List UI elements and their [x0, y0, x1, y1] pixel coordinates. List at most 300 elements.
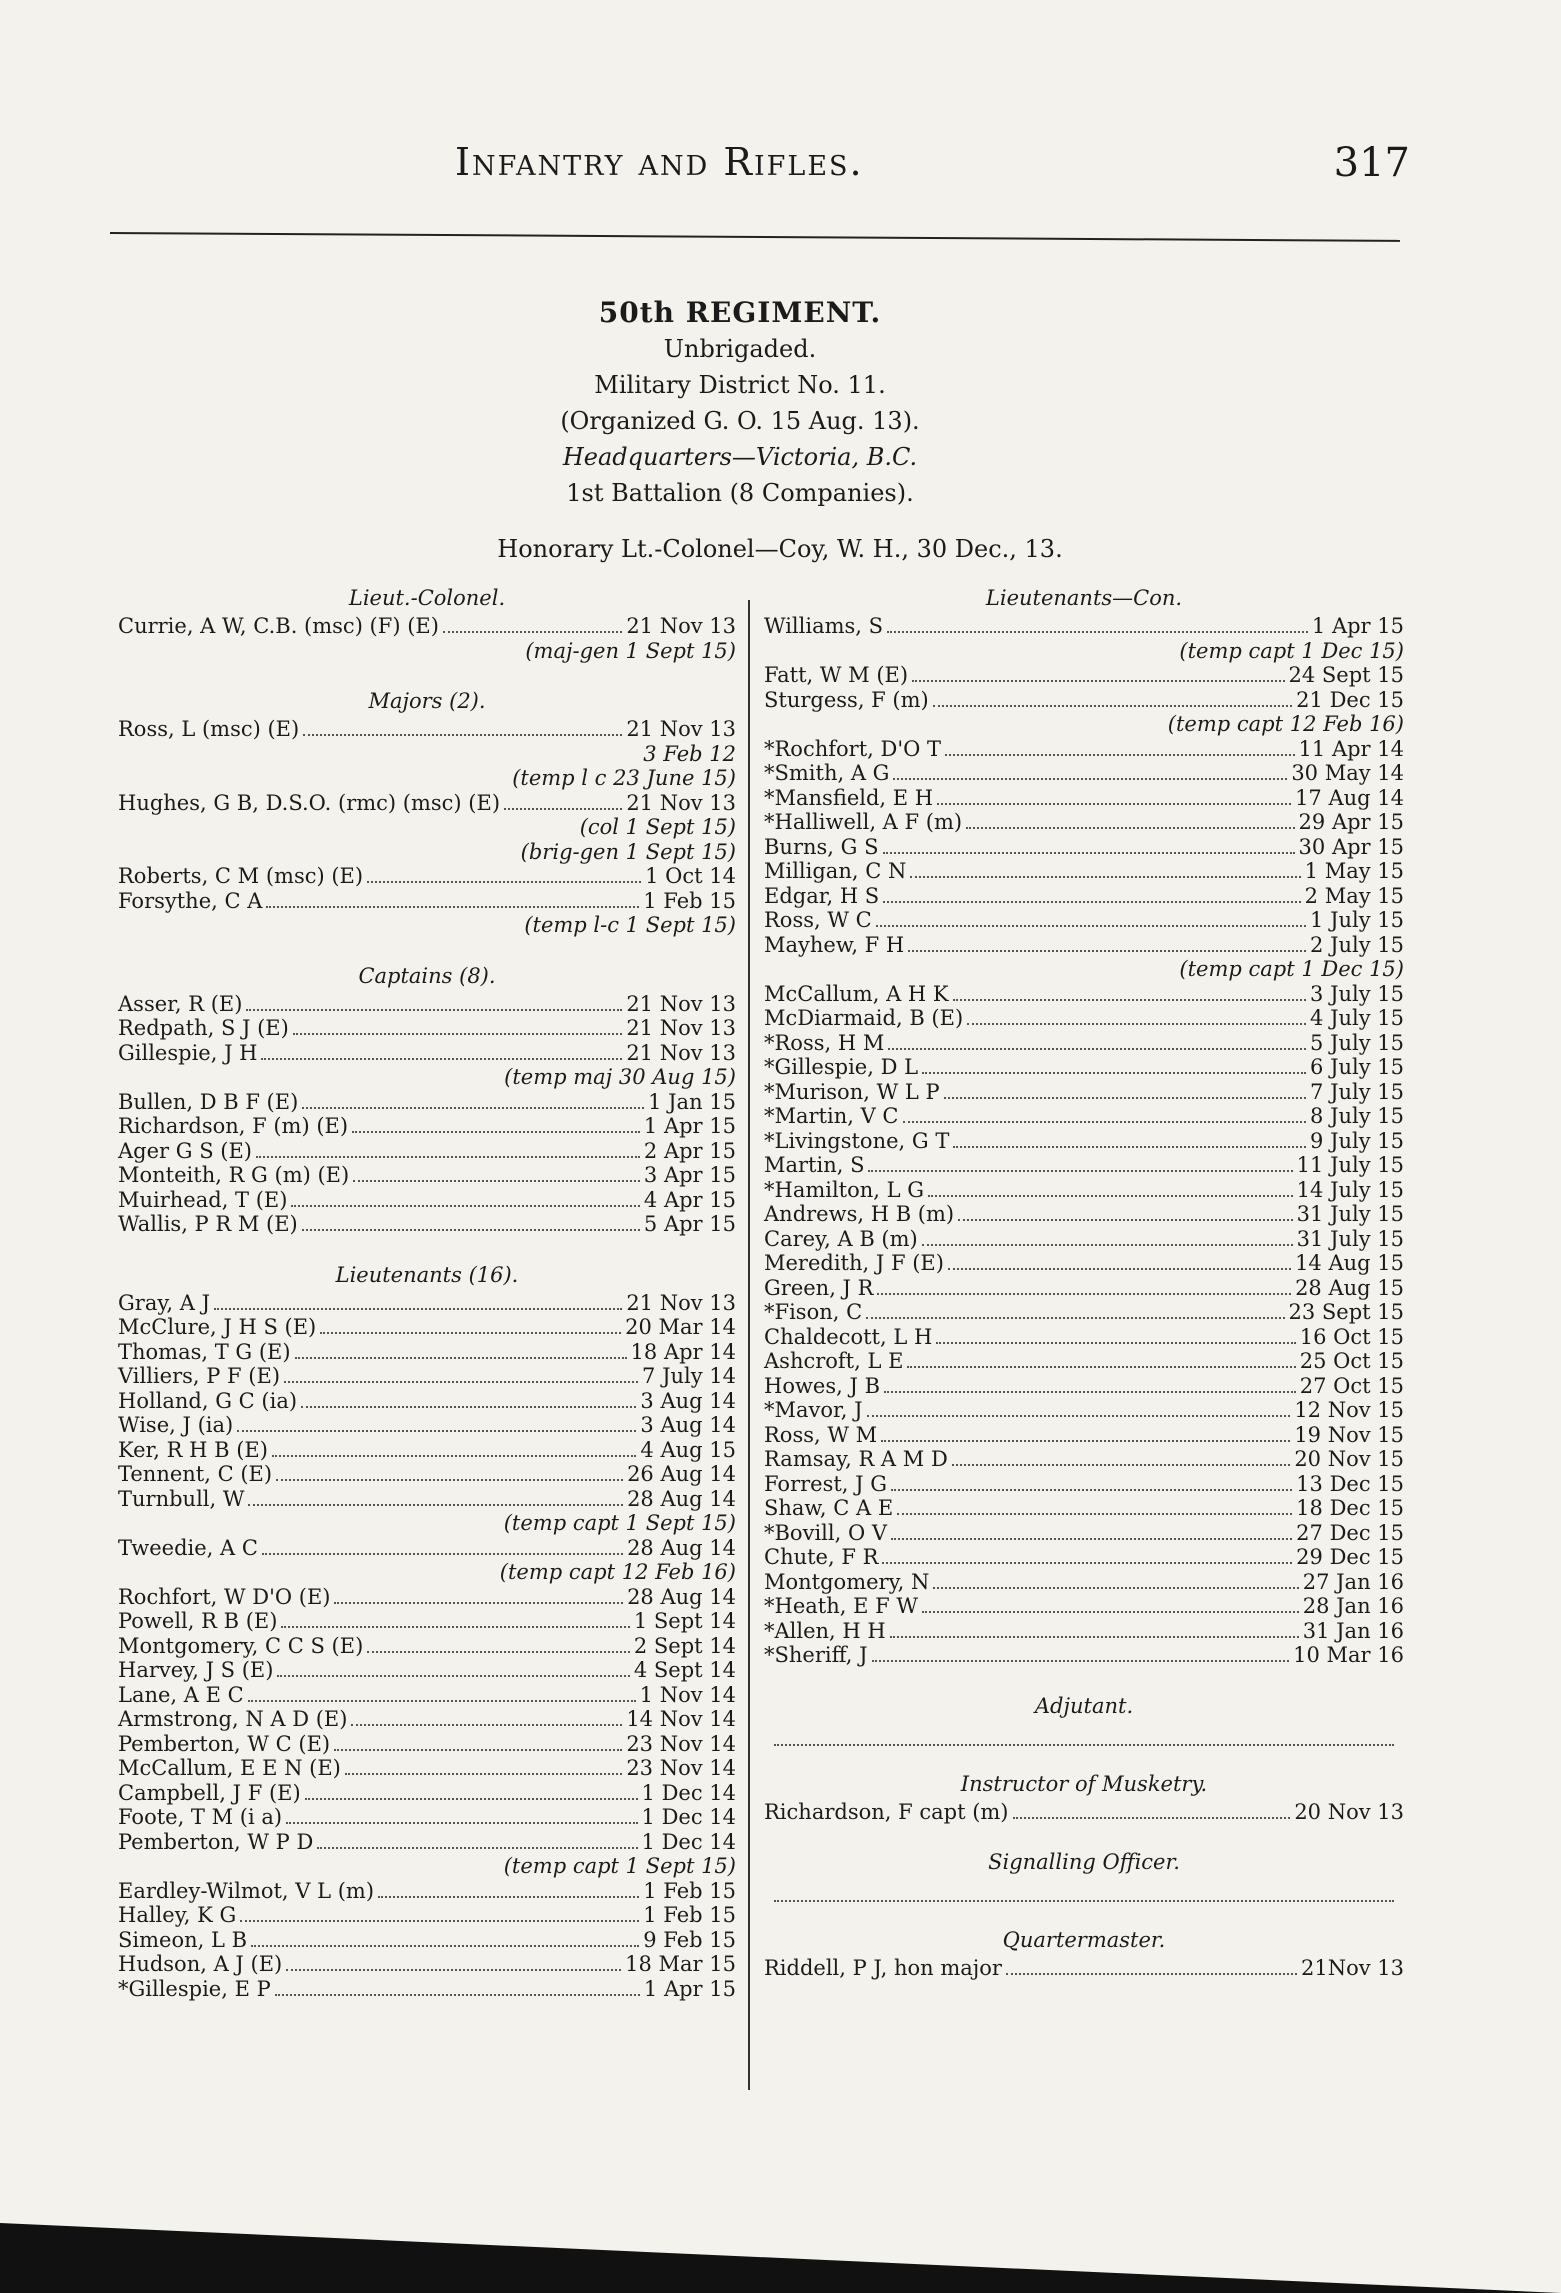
dot-leader: [953, 1132, 1306, 1148]
dot-leader: [353, 1166, 640, 1182]
commission-date: 28 Jan 16: [1302, 1594, 1404, 1618]
dot-leader: [883, 838, 1295, 854]
officer-name: Armstrong, N A D (E): [118, 1707, 348, 1731]
officer-entry: [118, 1683, 736, 1708]
dot-leader: [443, 617, 622, 633]
commission-date: 1 Oct 14: [645, 864, 736, 888]
commission-date: 5 Apr 15: [643, 1212, 736, 1236]
officer-name: *Murison, W L P: [764, 1079, 940, 1104]
entry-note: 3 Feb 12: [643, 741, 736, 766]
commission-date: 29 Dec 15: [1296, 1545, 1404, 1569]
officer-entry: [764, 1472, 1404, 1497]
dot-leader: [277, 1661, 629, 1677]
officer-name: Ager G S (E): [118, 1138, 252, 1163]
officer-name: Ross, W M: [764, 1422, 878, 1447]
commission-date: 3 Aug 14: [640, 1388, 736, 1413]
officer-entry: [764, 982, 1404, 1007]
regiment-title: 50th REGIMENT.: [598, 296, 882, 329]
spacer: [764, 1668, 1404, 1690]
officer-entry: [118, 1139, 736, 1164]
officer-name: Hudson, A J (E): [118, 1952, 283, 1976]
officer-name: McCallum, E E N (E): [118, 1756, 341, 1780]
officer-entry: [118, 1487, 736, 1512]
dot-leader: [967, 1009, 1306, 1025]
dot-leader: [887, 617, 1308, 633]
officer-name: *Heath, E F W: [764, 1594, 918, 1618]
commission-date: 26 Aug 14: [627, 1462, 736, 1486]
officer-name: Gray, A J: [118, 1290, 211, 1315]
officer-entry: [764, 1055, 1404, 1080]
officer-entry: [764, 933, 1404, 958]
officer-name: Wallis, P R M (E): [118, 1212, 298, 1236]
commission-date: 2 Apr 15: [643, 1138, 736, 1163]
entry-note: (temp capt 12 Feb 16): [1167, 712, 1404, 736]
officer-entry: [118, 864, 736, 889]
officer-entry: [764, 1398, 1404, 1423]
officer-name: Hughes, G B, D.S.O. (rmc) (msc) (E): [118, 790, 501, 815]
officer-entry: [764, 1325, 1404, 1350]
dot-leader: [933, 691, 1292, 707]
officer-entry: [764, 810, 1404, 835]
officer-entry: [764, 786, 1404, 811]
dot-leader: [237, 1416, 636, 1432]
officer-name: Ashcroft, L E: [764, 1349, 904, 1373]
officer-name: Chute, F R: [764, 1545, 879, 1569]
officer-entry: [118, 1163, 736, 1188]
dot-leader: [301, 1392, 636, 1408]
officer-name: Holland, G C (ia): [118, 1388, 298, 1413]
officer-entry: [118, 717, 736, 742]
regiment-heading: [420, 295, 1060, 511]
officer-name: Asser, R (E): [118, 991, 243, 1016]
officer-name: Campbell, J F (E): [118, 1780, 301, 1805]
dot-leader: [884, 1377, 1296, 1393]
dot-leader: [214, 1294, 622, 1310]
dot-leader: [891, 1475, 1292, 1491]
officer-entry: [118, 1756, 736, 1781]
entry-note: (col 1 Sept 15): [579, 815, 736, 839]
dot-leader: [966, 813, 1294, 829]
regiment-line-organized: (Organized G. O. 15 Aug. 13).: [560, 407, 920, 435]
officer-name: Villiers, P F (E): [118, 1364, 281, 1388]
commission-date: 1 Apr 15: [643, 1976, 736, 2001]
officer-name: *Sheriff, J: [764, 1643, 868, 1667]
entry-note: (temp l c 23 June 15): [512, 766, 736, 790]
commission-date: 30 May 14: [1291, 761, 1404, 785]
officer-entry: [764, 1153, 1404, 1178]
officer-entry: [118, 1830, 736, 1855]
right-column: [764, 582, 1404, 1981]
officer-entry: [118, 1364, 736, 1389]
officer-name: Fatt, W M (E): [764, 663, 909, 687]
officer-name: Rochfort, W D'O (E): [118, 1584, 331, 1609]
officer-name: *Smith, A G: [764, 761, 890, 785]
dot-leader: [922, 1597, 1299, 1613]
dot-leader: [303, 720, 622, 736]
dot-leader: [897, 1499, 1292, 1515]
officer-entry: [764, 1031, 1404, 1056]
officer-name: *Gillespie, D L: [764, 1055, 919, 1079]
officer-name: Halley, K G: [118, 1903, 237, 1927]
entry-note: (temp capt 1 Sept 15): [503, 1854, 736, 1878]
section-heading: Captains (8).: [358, 963, 496, 988]
officer-name: Carey, A B (m): [764, 1226, 918, 1251]
dot-leader: [378, 1882, 639, 1898]
entry-note: (brig-gen 1 Sept 15): [520, 839, 736, 864]
officer-entry: [118, 1291, 736, 1316]
dot-leader: [944, 1083, 1306, 1099]
officer-entry: [764, 1800, 1404, 1825]
officer-name: Williams, S: [764, 614, 884, 638]
commission-date: 1 Feb 15: [643, 888, 736, 913]
dot-leader: [276, 1465, 623, 1481]
spacer: [118, 1237, 736, 1259]
officer-name: Martin, S: [764, 1153, 865, 1177]
commission-date: 18 Mar 15: [625, 1952, 736, 1976]
officer-entry: [118, 1585, 736, 1610]
commission-date: 31 July 15: [1296, 1202, 1404, 1226]
officer-name: Turnbull, W: [118, 1486, 245, 1511]
officer-entry: [118, 1188, 736, 1213]
officer-entry: [764, 663, 1404, 688]
dot-leader: [286, 1808, 637, 1824]
commission-date: 4 July 15: [1310, 1006, 1404, 1030]
officer-entry: [118, 1315, 736, 1340]
dot-leader: [945, 740, 1295, 756]
officer-entry: [118, 1732, 736, 1757]
officer-name: McClure, J H S (E): [118, 1315, 317, 1339]
officer-name: Edgar, H S: [764, 883, 880, 908]
dot-leader: [890, 1622, 1299, 1638]
commission-date: 14 Aug 15: [1295, 1251, 1404, 1275]
dot-leader: [302, 1093, 644, 1109]
spacer: [118, 938, 736, 960]
dot-leader: [352, 1117, 640, 1133]
dot-leader: [275, 1980, 640, 1996]
officer-entry: [118, 1114, 736, 1139]
officer-entry: [764, 1447, 1404, 1472]
commission-date: 18 Dec 15: [1296, 1496, 1404, 1520]
page-number: 317: [1333, 140, 1410, 186]
commission-date: 19 Nov 15: [1294, 1422, 1404, 1447]
officer-name: McDiarmaid, B (E): [764, 1006, 964, 1030]
officer-entry: [118, 1781, 736, 1806]
dot-leader: [882, 1548, 1292, 1564]
commission-date: 4 Sept 14: [633, 1658, 736, 1682]
commission-date: 10 Mar 16: [1293, 1643, 1404, 1667]
dot-leader: [286, 1955, 621, 1971]
section-heading: Instructor of Musketry.: [960, 1771, 1208, 1796]
commission-date: 13 Dec 15: [1296, 1471, 1404, 1496]
officer-entry: [764, 1643, 1404, 1668]
scan-shadow: [0, 2223, 1561, 2293]
officer-entry: [118, 992, 736, 1017]
dot-leader: [334, 1588, 623, 1604]
entry-note: (temp capt 1 Sept 15): [503, 1511, 736, 1535]
officer-name: Wise, J (ia): [118, 1413, 234, 1437]
officer-name: *Martin, V C: [764, 1104, 899, 1128]
commission-date: 20 Nov 13: [1294, 1799, 1404, 1824]
officer-name: Redpath, S J (E): [118, 1016, 289, 1040]
officer-entry: [118, 1438, 736, 1463]
commission-date: 3 Aug 14: [640, 1413, 736, 1437]
officer-entry: [118, 1707, 736, 1732]
officer-name: *Bovill, O V: [764, 1520, 887, 1545]
officer-entry: [764, 1300, 1404, 1325]
officer-entry: [118, 614, 736, 639]
officer-name: Riddell, P J, hon major: [764, 1956, 1002, 1980]
column-divider: [748, 600, 750, 2090]
commission-date: 21 Dec 15: [1296, 687, 1404, 712]
commission-date: 11 Apr 14: [1298, 736, 1404, 761]
dot-leader: [928, 1181, 1293, 1197]
commission-date: 7 July 14: [642, 1364, 736, 1388]
commission-date: 16 Oct 15: [1299, 1324, 1404, 1349]
dot-leader: [910, 862, 1300, 878]
officer-name: *Livingstone, G T: [764, 1128, 950, 1153]
dot-leader: [261, 1044, 622, 1060]
officer-name: Tweedie, A C: [118, 1535, 258, 1560]
officer-name: *Ross, H M: [764, 1030, 885, 1055]
officer-entry: [118, 1805, 736, 1830]
dot-leader: [240, 1906, 639, 1922]
commission-date: 1 May 15: [1304, 859, 1404, 883]
commission-date: 1 Feb 15: [643, 1903, 736, 1927]
officer-entry: [118, 1090, 736, 1115]
commission-date: 23 Nov 14: [626, 1756, 736, 1780]
dot-leader: [345, 1759, 622, 1775]
commission-date: 12 Nov 15: [1294, 1398, 1404, 1422]
officer-entry: [118, 1340, 736, 1365]
commission-date: 11 July 15: [1296, 1153, 1404, 1177]
commission-date: 18 Apr 14: [630, 1339, 736, 1364]
dot-leader: [320, 1318, 621, 1334]
officer-entry: [764, 1349, 1404, 1374]
officer-entry: [764, 1545, 1404, 1570]
officer-entry: [764, 737, 1404, 762]
officer-entry: [118, 1389, 736, 1414]
commission-date: 21 Nov 13: [626, 1040, 736, 1065]
commission-date: 1 Apr 15: [643, 1114, 736, 1138]
honorary-colonel: Honorary Lt.-Colonel—Coy, W. H., 30 Dec., 13.: [497, 535, 1063, 563]
officer-name: Shaw, C A E: [764, 1496, 894, 1520]
officer-name: *Gillespie, E P: [118, 1976, 271, 2001]
dot-leader: [504, 794, 622, 810]
commission-date: 14 July 15: [1296, 1177, 1404, 1202]
officer-name: Thomas, T G (E): [118, 1339, 291, 1364]
officer-name: Roberts, C M (msc) (E): [118, 864, 364, 888]
officer-name: Tennent, C (E): [118, 1462, 273, 1486]
commission-date: 2 May 15: [1304, 883, 1404, 908]
officer-name: Powell, R B (E): [118, 1609, 278, 1633]
commission-date: 21 Nov 13: [626, 717, 736, 741]
dot-leader: [272, 1441, 636, 1457]
officer-name: Chaldecott, L H: [764, 1324, 933, 1349]
commission-date: 3 July 15: [1310, 981, 1404, 1006]
dot-leader: [877, 1279, 1291, 1295]
officer-entry: [764, 1104, 1404, 1129]
officer-entry: [118, 1536, 736, 1561]
dot-leader: [246, 995, 622, 1011]
commission-date: 17 Aug 14: [1295, 785, 1404, 810]
commission-date: 29 Apr 15: [1298, 810, 1404, 834]
officer-entry: [764, 1080, 1404, 1105]
officer-name: Sturgess, F (m): [764, 687, 929, 712]
officer-name: Howes, J B: [764, 1373, 881, 1398]
officer-entry: [764, 1423, 1404, 1448]
officer-name: *Mavor, J: [764, 1398, 863, 1422]
dot-leader: [876, 911, 1306, 927]
officer-name: Andrews, H B (m): [764, 1202, 955, 1226]
dot-leader: [867, 1401, 1291, 1417]
dot-leader: [334, 1735, 622, 1751]
entry-note: (temp capt 1 Dec 15): [1179, 638, 1404, 663]
officer-name: Richardson, F capt (m): [764, 1799, 1009, 1824]
dot-leader: [291, 1191, 639, 1207]
officer-entry: [118, 1634, 736, 1659]
dot-leader: [248, 1490, 623, 1506]
dot-leader: [295, 1343, 627, 1359]
commission-date: 5 July 15: [1310, 1030, 1404, 1055]
commission-date: 14 Nov 14: [626, 1707, 736, 1731]
dot-leader: [1006, 1959, 1297, 1975]
officer-name: Simeon, L B: [118, 1927, 248, 1952]
dot-leader: [958, 1205, 1293, 1221]
vacant-entry-leader: [774, 1878, 1394, 1902]
officer-name: *Allen, H H: [764, 1618, 886, 1643]
dot-leader: [281, 1612, 629, 1628]
dot-leader: [351, 1710, 622, 1726]
officer-entry: [764, 614, 1404, 639]
officer-name: Forrest, J G: [764, 1471, 888, 1496]
officer-entry: [764, 1374, 1404, 1399]
dot-leader: [952, 1450, 1291, 1466]
left-column: [118, 582, 736, 2001]
dot-leader: [868, 1156, 1292, 1172]
officer-entry: [764, 1594, 1404, 1619]
commission-date: 28 Aug 14: [627, 1584, 736, 1609]
dot-leader: [883, 887, 1300, 903]
officer-entry: [118, 889, 736, 914]
dot-leader: [881, 1426, 1290, 1442]
dot-leader: [367, 1637, 630, 1653]
dot-leader: [305, 1784, 638, 1800]
commission-date: 28 Aug 14: [627, 1535, 736, 1560]
officer-entry: [118, 791, 736, 816]
entry-note: (temp capt 12 Feb 16): [499, 1560, 736, 1584]
commission-date: 1 Apr 15: [1311, 614, 1404, 638]
commission-date: 1 Jan 15: [648, 1089, 736, 1114]
dot-leader: [908, 936, 1306, 952]
regiment-line-headquarters: Headquarters—Victoria, B.C.: [562, 443, 918, 471]
dot-leader: [284, 1367, 638, 1383]
commission-date: 21 Nov 13: [626, 991, 736, 1016]
officer-name: Mayhew, F H: [764, 932, 905, 957]
commission-date: 4 Aug 15: [640, 1437, 736, 1462]
regiment-line-district: Military District No. 11.: [594, 371, 886, 399]
dot-leader: [367, 867, 641, 883]
dot-leader: [907, 1352, 1295, 1368]
officer-name: Ramsay, R A M D: [764, 1447, 948, 1471]
officer-name: *Fison, C: [764, 1300, 863, 1324]
officer-entry: [764, 1276, 1404, 1301]
commission-date: 8 July 15: [1310, 1104, 1404, 1128]
dot-leader: [893, 764, 1287, 780]
commission-date: 1 Feb 15: [643, 1878, 736, 1903]
officer-entry: [764, 688, 1404, 713]
officer-name: *Mansfield, E H: [764, 785, 934, 810]
commission-date: 31 Jan 16: [1302, 1618, 1404, 1643]
officer-entry: [764, 1956, 1404, 1981]
officer-entry: [118, 1903, 736, 1928]
header-rule: [110, 232, 1400, 242]
commission-date: 1 Dec 14: [641, 1780, 736, 1805]
officer-entry: [118, 1016, 736, 1041]
officer-name: *Hamilton, L G: [764, 1177, 925, 1202]
officer-entry: [118, 1609, 736, 1634]
running-title: Infantry and Rifles.: [455, 140, 864, 184]
dot-leader: [293, 1019, 622, 1035]
commission-date: 1 July 15: [1310, 908, 1404, 932]
officer-name: Forsythe, C A: [118, 888, 263, 913]
officer-entry: [764, 884, 1404, 909]
officer-name: Milligan, C N: [764, 859, 907, 883]
officer-name: Monteith, R G (m) (E): [118, 1163, 350, 1187]
section-heading: Lieutenants (16).: [335, 1262, 519, 1287]
officer-entry: [118, 1462, 736, 1487]
officer-name: Muirhead, T (E): [118, 1187, 288, 1212]
commission-date: 27 Dec 15: [1296, 1520, 1404, 1545]
commission-date: 9 July 15: [1310, 1128, 1404, 1153]
dot-leader: [251, 1931, 639, 1947]
commission-date: 25 Oct 15: [1299, 1349, 1404, 1373]
dot-leader: [891, 1524, 1292, 1540]
dot-leader: [888, 1034, 1306, 1050]
vacant-entry-leader: [774, 1722, 1394, 1746]
section-heading: Lieutenants—Con.: [985, 586, 1183, 610]
officer-name: Ker, R H B (E): [118, 1437, 268, 1462]
entry-note: (temp maj 30 Aug 15): [504, 1065, 736, 1089]
officer-entry: [118, 1413, 736, 1438]
officer-name: Montgomery, C C S (E): [118, 1633, 364, 1658]
commission-date: 27 Oct 15: [1299, 1373, 1404, 1398]
dot-leader: [953, 985, 1306, 1001]
commission-date: 4 Apr 15: [643, 1187, 736, 1212]
officer-name: Montgomery, N: [764, 1569, 930, 1594]
dot-leader: [903, 1107, 1307, 1123]
officer-entry: [764, 1006, 1404, 1031]
officer-entry: [764, 835, 1404, 860]
officer-name: Ross, W C: [764, 908, 872, 932]
officer-name: Gillespie, J H: [118, 1040, 258, 1065]
commission-date: 21Nov 13: [1300, 1956, 1404, 1980]
dot-leader: [936, 1328, 1296, 1344]
commission-date: 28 Aug 14: [627, 1486, 736, 1511]
commission-date: 2 July 15: [1310, 932, 1404, 957]
commission-date: 23 Sept 15: [1288, 1300, 1404, 1324]
commission-date: 24 Sept 15: [1288, 663, 1404, 687]
officer-entry: [764, 908, 1404, 933]
officer-name: Ross, L (msc) (E): [118, 717, 300, 741]
officer-entry: [118, 1212, 736, 1237]
dot-leader: [866, 1303, 1284, 1319]
commission-date: 21 Nov 13: [626, 614, 736, 638]
commission-date: 7 July 15: [1310, 1079, 1404, 1104]
officer-name: Currie, A W, C.B. (msc) (F) (E): [118, 614, 439, 638]
officer-entry: [118, 1658, 736, 1683]
officer-name: Harvey, J S (E): [118, 1658, 274, 1682]
officer-name: Bullen, D B F (E): [118, 1089, 299, 1114]
